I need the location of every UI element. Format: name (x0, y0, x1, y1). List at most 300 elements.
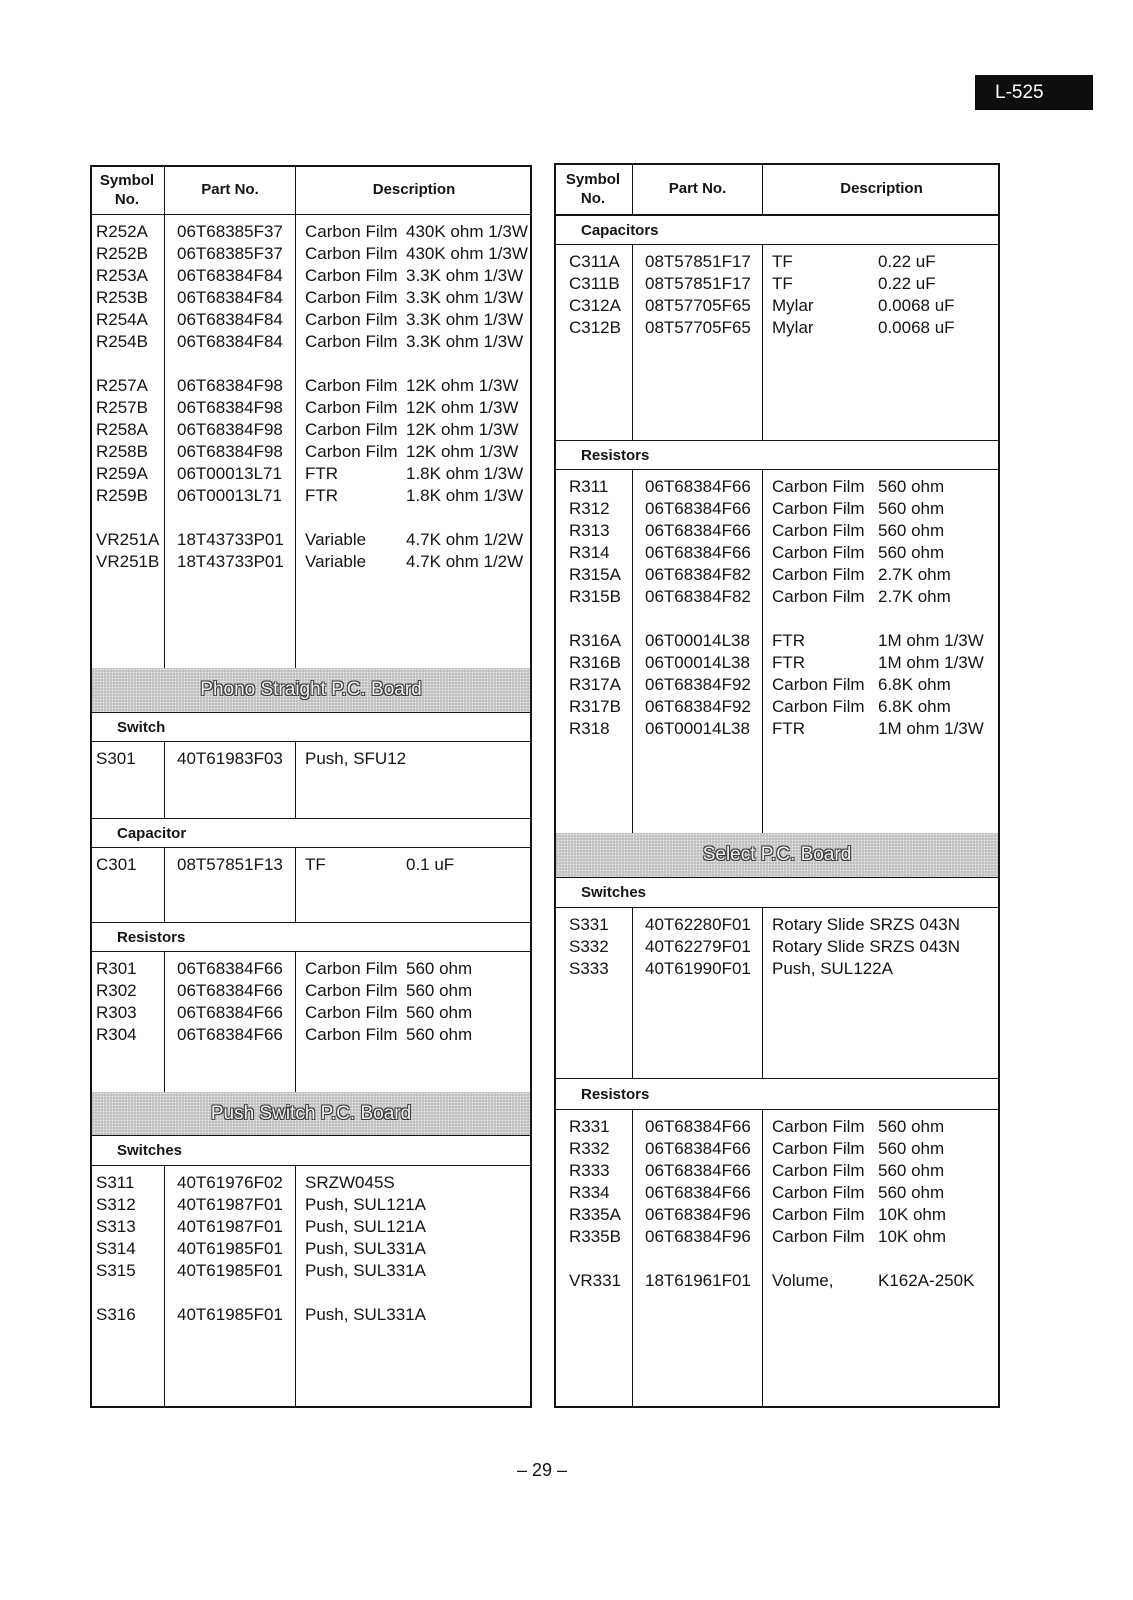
description-text: Carbon Film (772, 565, 865, 584)
column-header-description-text: Description (372, 181, 456, 198)
description-cell (296, 243, 532, 265)
symbol-cell: C312B (569, 318, 621, 337)
symbol-cell: C301 (96, 855, 137, 874)
description-text: Carbon Film (305, 222, 398, 241)
part-number-cell: 06T00013L71 (177, 464, 282, 483)
description-cell (296, 1002, 532, 1024)
column-header-description (296, 165, 532, 214)
description-text: Carbon Film (772, 1139, 865, 1158)
value-text: 430K ohm 1/3W (406, 244, 528, 263)
description-text: Carbon Film (305, 1003, 398, 1022)
description-cell (763, 1270, 1000, 1292)
value-text: 1M ohm 1/3W (878, 631, 984, 650)
board-banner (554, 833, 1000, 877)
section-body (90, 215, 532, 668)
description-cell (763, 251, 1000, 273)
description-cell (296, 1304, 532, 1326)
description-cell (763, 1204, 1000, 1226)
column-header-symbol-line1: Symbol (565, 170, 621, 188)
description-cell (296, 397, 532, 419)
description-text: FTR (305, 486, 339, 505)
value-text: 6.8K ohm (878, 675, 951, 694)
section-body (554, 470, 1000, 833)
part-row (90, 1304, 532, 1326)
part-row (90, 375, 532, 397)
symbol-cell: S312 (96, 1195, 136, 1214)
symbol-cell: S331 (569, 915, 609, 934)
description-cell (296, 375, 532, 397)
part-number-cell: 06T68384F66 (645, 1161, 751, 1180)
part-number-cell: 40T61987F01 (177, 1217, 283, 1236)
description-text: Carbon Film (772, 1161, 865, 1180)
symbol-cell: C312A (569, 296, 621, 315)
description-text: Rotary Slide SRZS 043N (772, 915, 961, 934)
symbol-cell: R331 (569, 1117, 610, 1136)
part-number-cell: 40T62279F01 (645, 937, 751, 956)
part-number-cell: 06T68384F66 (645, 1117, 751, 1136)
description-text: Push, SUL121A (305, 1217, 426, 1236)
description-text: Carbon Film (772, 1117, 865, 1136)
part-number-cell: 06T68385F37 (177, 222, 283, 241)
part-number-cell: 08T57851F17 (645, 274, 751, 293)
description-cell (763, 696, 1000, 718)
board-title: Phono Straight P.C. Board (200, 679, 422, 700)
part-number-cell: 06T00014L38 (645, 631, 750, 650)
part-row (90, 463, 532, 485)
symbol-cell: R313 (569, 521, 610, 540)
part-number-cell: 06T00014L38 (645, 719, 750, 738)
symbol-cell: VR331 (569, 1271, 621, 1290)
description-cell (296, 221, 532, 243)
part-number-cell: 08T57851F13 (177, 855, 283, 874)
part-number-cell: 06T68384F84 (177, 266, 283, 285)
value-text: 560 ohm (406, 1025, 473, 1044)
part-row (90, 1216, 532, 1238)
value-text: 0.22 uF (878, 252, 936, 271)
description-cell (763, 630, 1000, 652)
description-text: Push, SFU12 (305, 749, 407, 768)
value-text: 12K ohm 1/3W (406, 376, 519, 395)
part-row (90, 441, 532, 463)
part-number-cell: 06T68384F66 (645, 477, 751, 496)
value-text: 1.8K ohm 1/3W (406, 486, 524, 505)
description-cell (296, 980, 532, 1002)
parts-table-right (554, 163, 1000, 1408)
description-cell (296, 551, 532, 573)
part-number-cell: 06T68384F98 (177, 420, 283, 439)
symbol-cell: R312 (569, 499, 610, 518)
description-cell (763, 936, 1000, 958)
symbol-cell: R259A (96, 464, 148, 483)
part-row (90, 485, 532, 507)
part-number-cell: 06T00014L38 (645, 653, 750, 672)
part-number-cell: 06T68384F96 (645, 1227, 751, 1246)
page-number: – 29 – (517, 1460, 568, 1480)
symbol-cell: R334 (569, 1183, 610, 1202)
description-cell (296, 419, 532, 441)
row-spacer (90, 507, 532, 529)
part-number-cell: 06T68384F66 (645, 1183, 751, 1202)
symbol-cell: S316 (96, 1305, 136, 1324)
symbol-cell: C311B (569, 274, 620, 293)
description-text: Carbon Film (305, 398, 398, 417)
part-row (90, 1238, 532, 1260)
value-text: 0.0068 uF (878, 296, 955, 315)
description-cell (763, 1182, 1000, 1204)
value-text: 12K ohm 1/3W (406, 420, 519, 439)
part-row (90, 331, 532, 353)
value-text: 560 ohm (406, 981, 473, 1000)
symbol-cell: R254A (96, 310, 148, 329)
part-number-cell: 06T68384F84 (177, 288, 283, 307)
part-row (554, 936, 1000, 958)
part-row (554, 1138, 1000, 1160)
value-text: 3.3K ohm 1/3W (406, 288, 524, 307)
part-row (554, 564, 1000, 586)
value-text: 0.1 uF (406, 855, 455, 874)
description-text: Carbon Film (305, 420, 398, 439)
description-cell (296, 1238, 532, 1260)
description-text: FTR (772, 631, 806, 650)
value-text: 12K ohm 1/3W (406, 398, 519, 417)
part-number-cell: 06T68384F66 (177, 1003, 283, 1022)
section-label: Switches (90, 1135, 532, 1166)
description-cell (763, 652, 1000, 674)
description-cell (296, 287, 532, 309)
description-text: Carbon Film (305, 1025, 398, 1044)
description-text: Carbon Film (305, 310, 398, 329)
description-text: Carbon Film (772, 521, 865, 540)
description-cell (296, 529, 532, 551)
part-row (554, 652, 1000, 674)
column-header-symbol (554, 163, 633, 214)
part-row (90, 419, 532, 441)
description-cell (296, 331, 532, 353)
description-text: Push, SUL121A (305, 1195, 426, 1214)
part-row (90, 1024, 532, 1046)
symbol-cell: S332 (569, 937, 609, 956)
section-body (90, 952, 532, 1092)
symbol-cell: R332 (569, 1139, 610, 1158)
description-text: Carbon Film (772, 1183, 865, 1202)
symbol-cell: R252A (96, 222, 148, 241)
description-cell (296, 309, 532, 331)
model-tag: L-525 (975, 75, 1093, 110)
description-text: TF (772, 274, 793, 293)
part-number-cell: 18T43733P01 (177, 552, 284, 571)
part-row (554, 674, 1000, 696)
value-text: 560 ohm (878, 1161, 945, 1180)
description-text: Push, SUL331A (305, 1261, 426, 1280)
part-number-cell: 08T57705F65 (645, 318, 751, 337)
part-row (554, 1226, 1000, 1248)
description-text: Mylar (772, 318, 814, 337)
description-text: Carbon Film (305, 288, 398, 307)
symbol-cell: S301 (96, 749, 136, 768)
part-number-cell: 06T68384F98 (177, 442, 283, 461)
value-text: 2.7K ohm (878, 587, 951, 606)
value-text: 560 ohm (878, 499, 945, 518)
description-text: Carbon Film (305, 981, 398, 1000)
description-text: SRZW045S (305, 1173, 395, 1192)
table-header (90, 165, 532, 215)
symbol-cell: R302 (96, 981, 137, 1000)
part-row (554, 520, 1000, 542)
description-text: Carbon Film (772, 1205, 865, 1224)
description-cell (296, 1216, 532, 1238)
description-text: Carbon Film (305, 332, 398, 351)
part-number-cell: 40T61976F02 (177, 1173, 283, 1192)
symbol-cell: R257B (96, 398, 148, 417)
part-number-cell: 06T68384F84 (177, 332, 283, 351)
description-text: Push, SUL122A (772, 959, 893, 978)
part-row (554, 317, 1000, 339)
part-number-cell: 08T57851F17 (645, 252, 751, 271)
part-number-cell: 06T68384F84 (177, 310, 283, 329)
symbol-cell: R318 (569, 719, 610, 738)
symbol-cell: R258A (96, 420, 148, 439)
part-row (90, 854, 532, 876)
column-header-symbol-line2: No. (114, 190, 140, 208)
value-text: 560 ohm (878, 1183, 945, 1202)
description-text: Carbon Film (772, 1227, 865, 1246)
symbol-cell: R315A (569, 565, 621, 584)
part-number-cell: 40T61983F03 (177, 749, 283, 768)
part-number-cell: 40T61985F01 (177, 1305, 283, 1324)
description-cell (763, 586, 1000, 608)
part-number-cell: 06T68384F98 (177, 398, 283, 417)
description-text: Volume, (772, 1271, 834, 1290)
description-text: Variable (305, 552, 367, 571)
description-cell (763, 1138, 1000, 1160)
column-header-description (763, 163, 1000, 214)
description-cell (763, 1226, 1000, 1248)
part-number-cell: 06T68384F66 (645, 543, 751, 562)
board-banner (90, 668, 532, 712)
symbol-cell: S315 (96, 1261, 136, 1280)
description-text: Mylar (772, 296, 814, 315)
value-text: 560 ohm (878, 1139, 945, 1158)
symbol-cell: R253B (96, 288, 148, 307)
description-cell (296, 748, 532, 770)
description-cell (296, 265, 532, 287)
value-text: 1.8K ohm 1/3W (406, 464, 524, 483)
section-label: Switches (554, 877, 1000, 908)
description-text: Carbon Film (772, 675, 865, 694)
value-text: 1M ohm 1/3W (878, 719, 984, 738)
part-row (90, 265, 532, 287)
part-number-cell: 06T68384F82 (645, 587, 751, 606)
description-cell (296, 958, 532, 980)
part-row (554, 498, 1000, 520)
part-row (554, 476, 1000, 498)
description-text: FTR (305, 464, 339, 483)
section-label: Resistors (554, 1078, 1000, 1110)
symbol-cell: R301 (96, 959, 137, 978)
description-cell (763, 1160, 1000, 1182)
row-spacer (554, 608, 1000, 630)
column-header-part-no-text: Part No. (201, 181, 259, 198)
column-header-part-no (165, 165, 296, 214)
part-row (90, 221, 532, 243)
section-body (554, 908, 1000, 1078)
part-row (90, 309, 532, 331)
part-row (554, 1116, 1000, 1138)
row-spacer (90, 1282, 532, 1304)
part-row (90, 287, 532, 309)
table-header (554, 163, 1000, 215)
description-text: Carbon Film (772, 697, 865, 716)
symbol-cell: R317A (569, 675, 621, 694)
description-cell (296, 1024, 532, 1046)
description-cell (763, 1116, 1000, 1138)
part-number-cell: 06T00013L71 (177, 486, 282, 505)
value-text: 560 ohm (406, 959, 473, 978)
description-cell (763, 564, 1000, 586)
description-cell (296, 1260, 532, 1282)
symbol-cell: S313 (96, 1217, 136, 1236)
symbol-cell: R253A (96, 266, 148, 285)
symbol-cell: R257A (96, 376, 148, 395)
value-text: 4.7K ohm 1/2W (406, 552, 524, 571)
column-header-part-no-text: Part No. (668, 180, 727, 197)
description-text: Carbon Film (772, 543, 865, 562)
column-header-part-no (633, 163, 763, 214)
value-text: 12K ohm 1/3W (406, 442, 519, 461)
section-body (90, 848, 532, 922)
description-text: Rotary Slide SRZS 043N (772, 937, 961, 956)
description-cell (296, 463, 532, 485)
part-row (90, 958, 532, 980)
description-text: TF (305, 855, 326, 874)
part-row (554, 542, 1000, 564)
symbol-cell: R335A (569, 1205, 621, 1224)
part-number-cell: 06T68384F92 (645, 675, 751, 694)
symbol-cell: R254B (96, 332, 148, 351)
description-cell (296, 1172, 532, 1194)
part-number-cell: 06T68384F66 (645, 499, 751, 518)
row-spacer (90, 353, 532, 375)
part-number-cell: 06T68384F66 (645, 1139, 751, 1158)
symbol-cell: R303 (96, 1003, 137, 1022)
part-number-cell: 40T61985F01 (177, 1239, 283, 1258)
description-cell (763, 542, 1000, 564)
column-header-description-text: Description (840, 180, 923, 197)
symbol-cell: R311 (569, 477, 609, 496)
description-text: TF (772, 252, 793, 271)
part-number-cell: 06T68384F66 (177, 981, 283, 1000)
part-row (554, 1270, 1000, 1292)
part-row (90, 529, 532, 551)
part-number-cell: 08T57705F65 (645, 296, 751, 315)
part-row (554, 914, 1000, 936)
value-text: 430K ohm 1/3W (406, 222, 528, 241)
part-row (90, 748, 532, 770)
part-row (90, 1172, 532, 1194)
description-cell (763, 520, 1000, 542)
symbol-cell: S333 (569, 959, 609, 978)
symbol-cell: R315B (569, 587, 621, 606)
column-header-symbol (90, 165, 165, 214)
symbol-cell: VR251A (96, 530, 160, 549)
part-number-cell: 06T68384F66 (177, 1025, 283, 1044)
symbol-cell: R258B (96, 442, 148, 461)
part-row (554, 958, 1000, 980)
part-row (554, 1204, 1000, 1226)
parts-table-left (90, 165, 532, 1408)
part-row (90, 397, 532, 419)
description-text: Push, SUL331A (305, 1239, 426, 1258)
column-header-symbol-line1: Symbol (99, 171, 155, 189)
description-cell (763, 498, 1000, 520)
value-text: 1M ohm 1/3W (878, 653, 984, 672)
row-spacer (554, 1248, 1000, 1270)
symbol-cell: C311A (569, 252, 620, 271)
description-text: Carbon Film (772, 587, 865, 606)
part-row (554, 630, 1000, 652)
value-text: 3.3K ohm 1/3W (406, 332, 524, 351)
description-text: Carbon Film (305, 442, 398, 461)
section-body (90, 1166, 532, 1408)
value-text: 560 ohm (878, 1117, 945, 1136)
description-text: Carbon Film (772, 499, 865, 518)
part-number-cell: 18T43733P01 (177, 530, 284, 549)
description-cell (763, 718, 1000, 740)
part-number-cell: 40T61990F01 (645, 959, 751, 978)
board-title: Push Switch P.C. Board (210, 1102, 412, 1124)
description-cell (763, 674, 1000, 696)
description-cell (763, 914, 1000, 936)
part-row (90, 1260, 532, 1282)
part-row (554, 1182, 1000, 1204)
description-text: FTR (772, 653, 806, 672)
symbol-cell: R252B (96, 244, 148, 263)
value-text: 0.0068 uF (878, 318, 955, 337)
value-text: 560 ohm (878, 543, 945, 562)
section-label: Resistors (90, 922, 532, 952)
section-label: Resistors (554, 440, 1000, 470)
part-row (90, 1002, 532, 1024)
symbol-cell: R259B (96, 486, 148, 505)
part-number-cell: 40T61985F01 (177, 1261, 283, 1280)
symbol-cell: R314 (569, 543, 610, 562)
description-text: Push, SUL331A (305, 1305, 426, 1324)
part-row (554, 251, 1000, 273)
description-text: Carbon Film (305, 376, 398, 395)
board-banner (90, 1092, 532, 1135)
part-row (90, 551, 532, 573)
value-text: 3.3K ohm 1/3W (406, 266, 524, 285)
part-number-cell: 06T68384F96 (645, 1205, 751, 1224)
description-cell (763, 295, 1000, 317)
part-row (554, 1160, 1000, 1182)
description-text: Carbon Film (305, 266, 398, 285)
symbol-cell: S311 (96, 1173, 135, 1192)
description-cell (296, 1194, 532, 1216)
symbol-cell: R333 (569, 1161, 610, 1180)
description-cell (296, 485, 532, 507)
board-title: Select P.C. Board (702, 844, 852, 865)
description-cell (763, 273, 1000, 295)
part-number-cell: 06T68384F98 (177, 376, 283, 395)
value-text: 4.7K ohm 1/2W (406, 530, 524, 549)
section-label: Capacitor (90, 818, 532, 848)
part-number-cell: 18T61961F01 (645, 1271, 751, 1290)
value-text: 3.3K ohm 1/3W (406, 310, 524, 329)
value-text: 6.8K ohm (878, 697, 951, 716)
part-number-cell: 06T68384F92 (645, 697, 751, 716)
value-text: 0.22 uF (878, 274, 936, 293)
